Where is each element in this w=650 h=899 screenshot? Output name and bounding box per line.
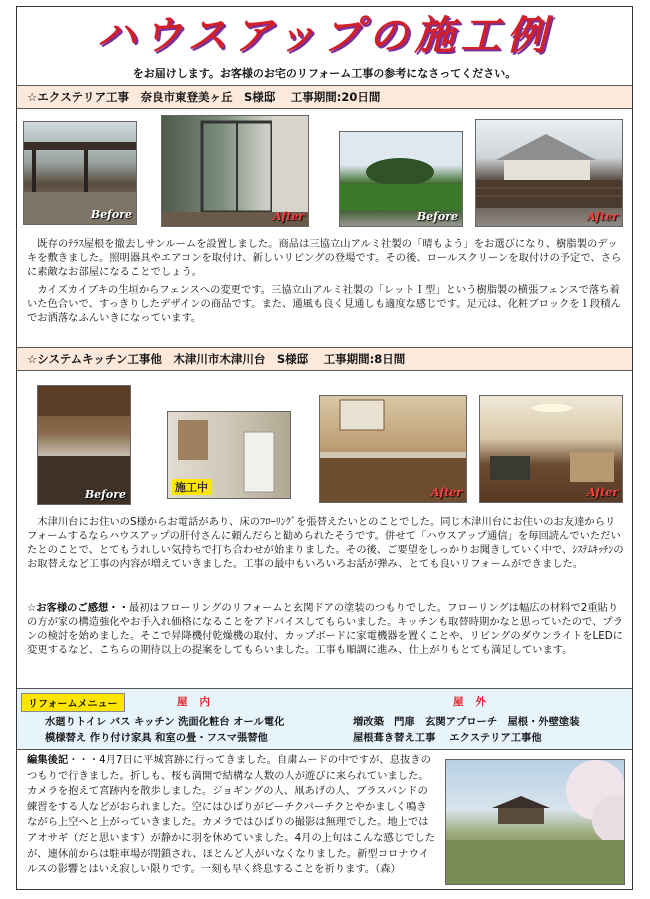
indoor-items-1: 水廻りトイレ バス キッチン 洗面化粧台 オール電化 [45,716,285,728]
photo-caption: 施工中 [172,479,211,495]
photo-caption: After [587,486,618,499]
feedback-label: ☆お客様のご感想・・ [27,602,129,614]
photo-caption: After [431,486,462,499]
kitchen-photo-4 [479,395,623,503]
section-exterior-heading: ☆エクステリア工事 奈良市東登美ヶ丘 S様邸 工事期間:20日間 [17,85,632,109]
page-title: ハウスアップの施工例 [96,13,553,59]
outdoor-items-2: 屋根葺き替え工事 エクステリア工事他 [353,732,542,744]
reform-menu [17,688,632,750]
outdoor-items-1: 増改築 門扉 玄関アプローチ 屋根・外壁塗装 [353,716,580,728]
postscript-label: 編集後記 [27,754,69,766]
kitchen-photo-1 [37,385,131,505]
exterior-paragraph-1: 既存のﾃﾗｽ屋根を撤去しサンルームを設置しました。商品は三協立山アルミ社製の「晴もよう」をお選びになり、樹脂製のデッキを敷きました。照明器具やエアコンを取付け、新しいリビングの登場です。その後、ロールスクリーンを取付けの予定で、さらに素敵なお部屋になることでしょう。 [27,238,622,278]
photo-caption: Before [84,488,126,501]
kitchen-photo-3 [319,395,467,503]
editor-postscript [27,753,437,878]
photo-caption: Before [90,208,132,221]
section-kitchen-heading: ☆システムキッチン工事他 木津川市木津川台 S様邸 工事期間:8日間 [17,347,632,371]
photo-caption: Before [416,210,458,223]
photo-caption: After [273,210,304,223]
newsletter-frame [16,6,633,890]
indoor-items-2: 模様替え 作り付け家具 和室の畳・フスマ張替他 [45,732,268,744]
outdoor-heading: 屋外 [453,696,498,708]
exterior-photo-2 [161,115,309,227]
exterior-photo-3 [339,131,463,227]
postscript-text: ・・・4月7日に平城宮跡に行ってきました。自粛ムードの中ですが、息抜きのつもりで行きました。折しも、桜も満開で結構な人数の人が遊びに来られていました。カメラを抱えて宮跡内を散歩しました。ジョギングの人、凧あげの人、ブラスバンドの練習をする人などがおられました。空にはひばりがピーチクパーチクとやかましく鳴きながら上空へと上がっていきました。カメラではひばりの撮影は無理でした。地上ではアオサギ（だと思います）が静かに羽を休めていました。4月の上旬はこんな感じでしたが、連休前からは駐車場が閉鎖され、ほとんど人がいなくなりました。新型コロナウイルスの影響とはいえ寂しい限りです。一刻も早く終息することを祈ります。（森） [27,754,436,876]
heijo-palace-photo [445,759,625,885]
exterior-paragraph-2: カイズカイブキの生垣からフェンスへの変更です。三協立山アルミ社製の「レットＩ型」という樹脂製の横張フェンスで落ち着いた色合いで、すっきりしたデザインの商品です。また、通風も良く見通しも適度な感じです。足元は、化粧ブロックを１段積んでお洒落なふんいきになっています。 [27,284,621,324]
exterior-photo-1 [23,121,137,225]
reform-menu-badge: リフォームメニュー [21,693,125,712]
exterior-photo-4 [475,119,623,227]
cherry-blossom-picture [446,760,625,885]
indoor-heading: 屋内 [177,696,222,708]
customer-feedback [27,601,624,657]
kitchen-paragraph: 木津川台にお住いのS様からお電話があり、床のﾌﾛｰﾘﾝｸﾞを張替えたいとのことでした。同じ木津川台にお住いのお友達からリフォームするならハウスアップの肝付さんに頼んだらと勧められたそうです。併せて「ハウスアップ通信」を毎回読んでいただいたとのことで、とてもうれしい気持ちで打ち合わせが始まりました。その後、ご要望をしっかりお聞きしていく中で、ｼｽﾃﾑｷｯﾁﾝのお取替えなど工事の内容が増えていきました。工事の最中もいろいろお話が弾み、とても良いリフォームができました。 [27,516,624,570]
kitchen-photo-2 [167,411,291,499]
page-subtitle: をお届けします。お客様のお宅のリフォーム工事の参考になさってください。 [132,67,517,80]
feedback-text: 最初はフローリングのリフォームと玄関ドアの塗装のつもりでした。フローリングは幅広の材料で2重貼りの方が家の構造強化やお手入れ価格になることをアドバイスしてもらいました。キッチンも取替時期かなと思っていたので、プランの検討を始めました。そこで昇降機付乾燥機の取付、カップボードに家電機器を置くことや、リビングのダウンライトをLEDに変更するなど、こちらの期待以上の提案をしてもらいました。工事も順調に進み、仕上がりもとても満足しています。 [27,602,623,656]
photo-caption: After [587,210,618,223]
